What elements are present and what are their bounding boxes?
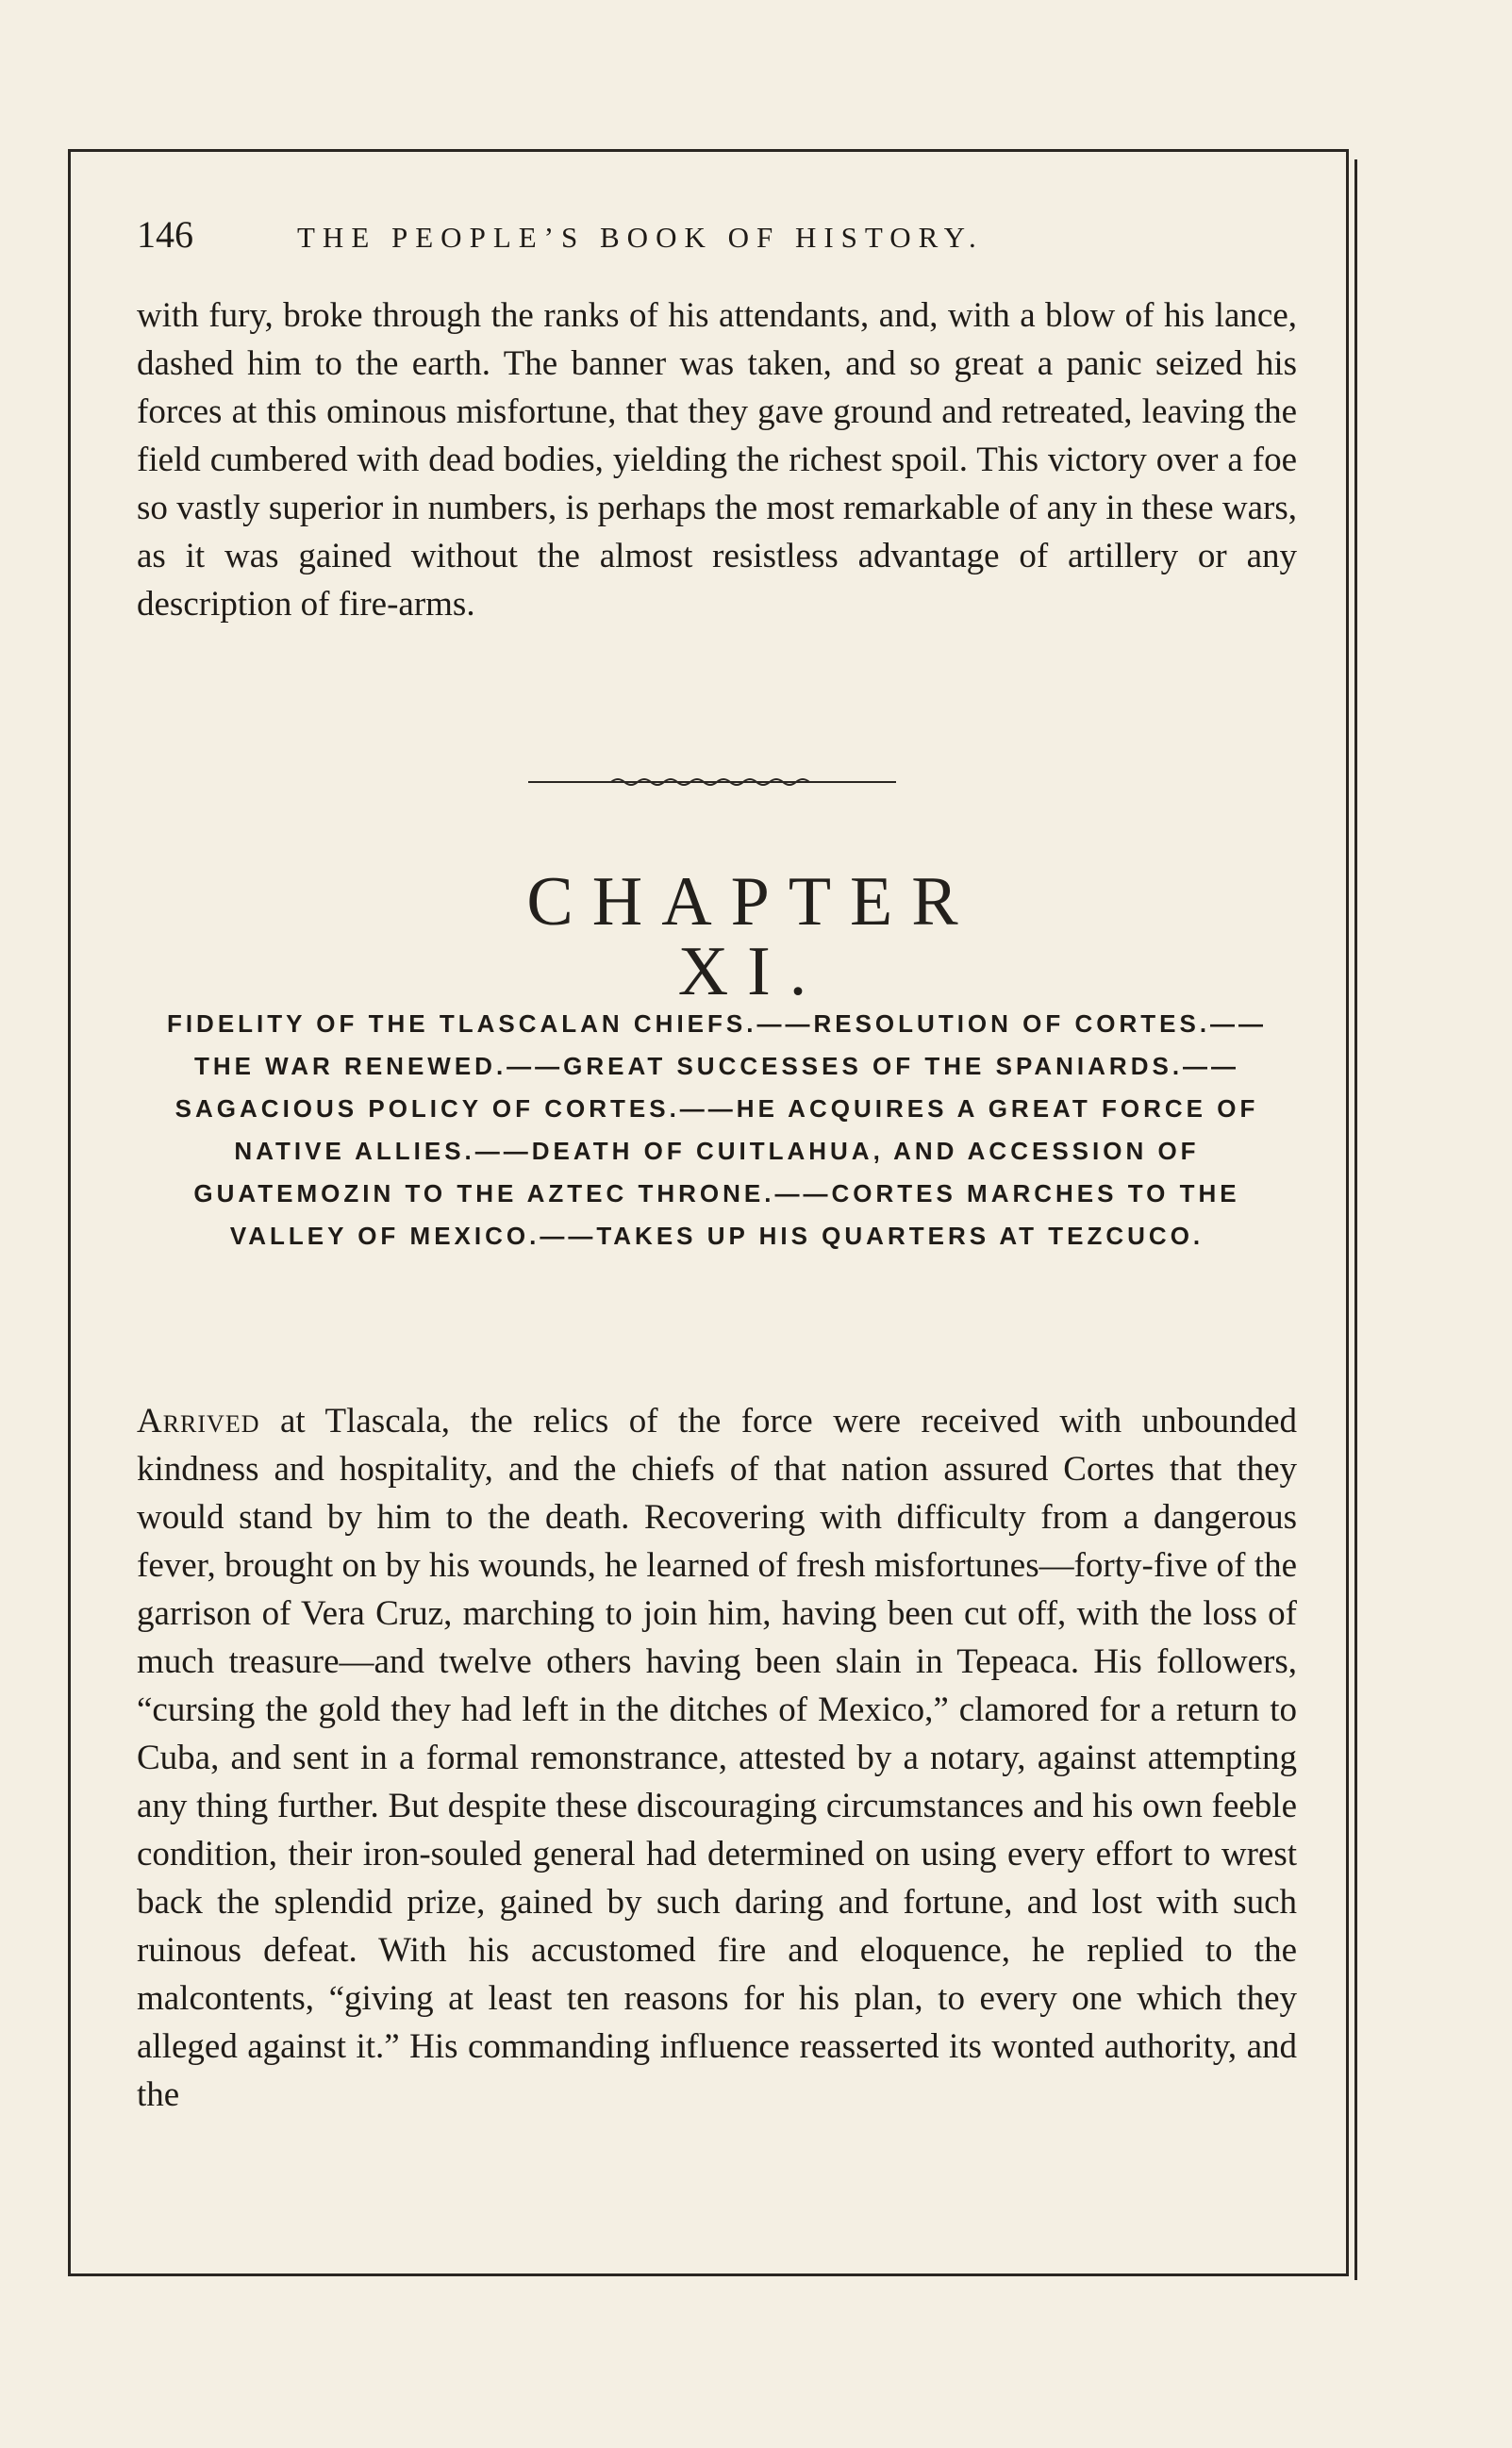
chapter-summary: FIDELITY OF THE TLASCALAN CHIEFS.——RESOLUTION OF CORTES.——THE WAR RENEWED.——GREAT SUCCESSES OF THE SPANIARDS.——SAGACIOUS POLICY OF CORTES.——HE ACQUIRES A GREAT FORCE OF NATIVE ALLIES.——DEATH OF CUITLAHUA, AND ACCESSION OF GUATEMOZIN TO THE AZTEC THRONE.——CORTES MARCHES TO THE VALLEY OF MEXICO.——TAKES UP HIS QUARTERS AT TEZCUCO. [166, 1009, 1268, 1250]
paragraph-body: at Tlascala, the relics of the force were received with unbounded kindness and hospitality, and the chiefs of that nation assured Cortes that they would stand by him to the death. Recovering with difficulty from a dangerous fever, brought on by his wounds, he learned of fresh misfortunes—forty-five of the garrison of Vera Cruz, marching to join him, having been cut off, with the loss of much treasure—and twelve others having been slain in Tepeaca. His followers, “cursing the gold they had left in the ditches of Mexico,” clamored for a return to Cuba, and sent in a formal remonstrance, attested by a notary, against attempting any thing further. But despite these discouraging circumstances and his own feeble condition, their iron-souled general had determined on using every effort to wrest back the splendid prize, gained by such daring and fortune, and lost with such ruinous defeat. With his accustomed fire and eloquence, he replied to the malcontents, “giving at least ten reasons for his plan, to every one which they alleged against it.” His commanding influence reasserted its wonted authority, and the [137, 1402, 1297, 2114]
chapter-divider-ornament [528, 774, 896, 790]
page-number: 146 [137, 213, 193, 256]
page-header [137, 213, 1288, 273]
running-head: THE PEOPLE’S BOOK OF HISTORY. [297, 221, 984, 254]
paragraph-top: with fury, broke through the ranks of his attendants, and, with a blow of his lance, dashed him to the earth. The banner was taken, and so great a panic seized his forces at this ominous misfortune, that they gave ground and retreated, leaving the field cumbered with dead bodies, yielding the richest spoil. This victory over a foe so vastly superior in numbers, is perhaps the most remarkable of any in these wars, as it was gained without the almost resistless advantage of artillery or any description of fire-arms. [137, 296, 1297, 624]
page-frame [68, 149, 1349, 2276]
paragraph-lead-word: Arrived [137, 1402, 260, 1440]
chapter-title: CHAPTER XI. [526, 863, 977, 1010]
paragraph-bottom [137, 1397, 1297, 2119]
